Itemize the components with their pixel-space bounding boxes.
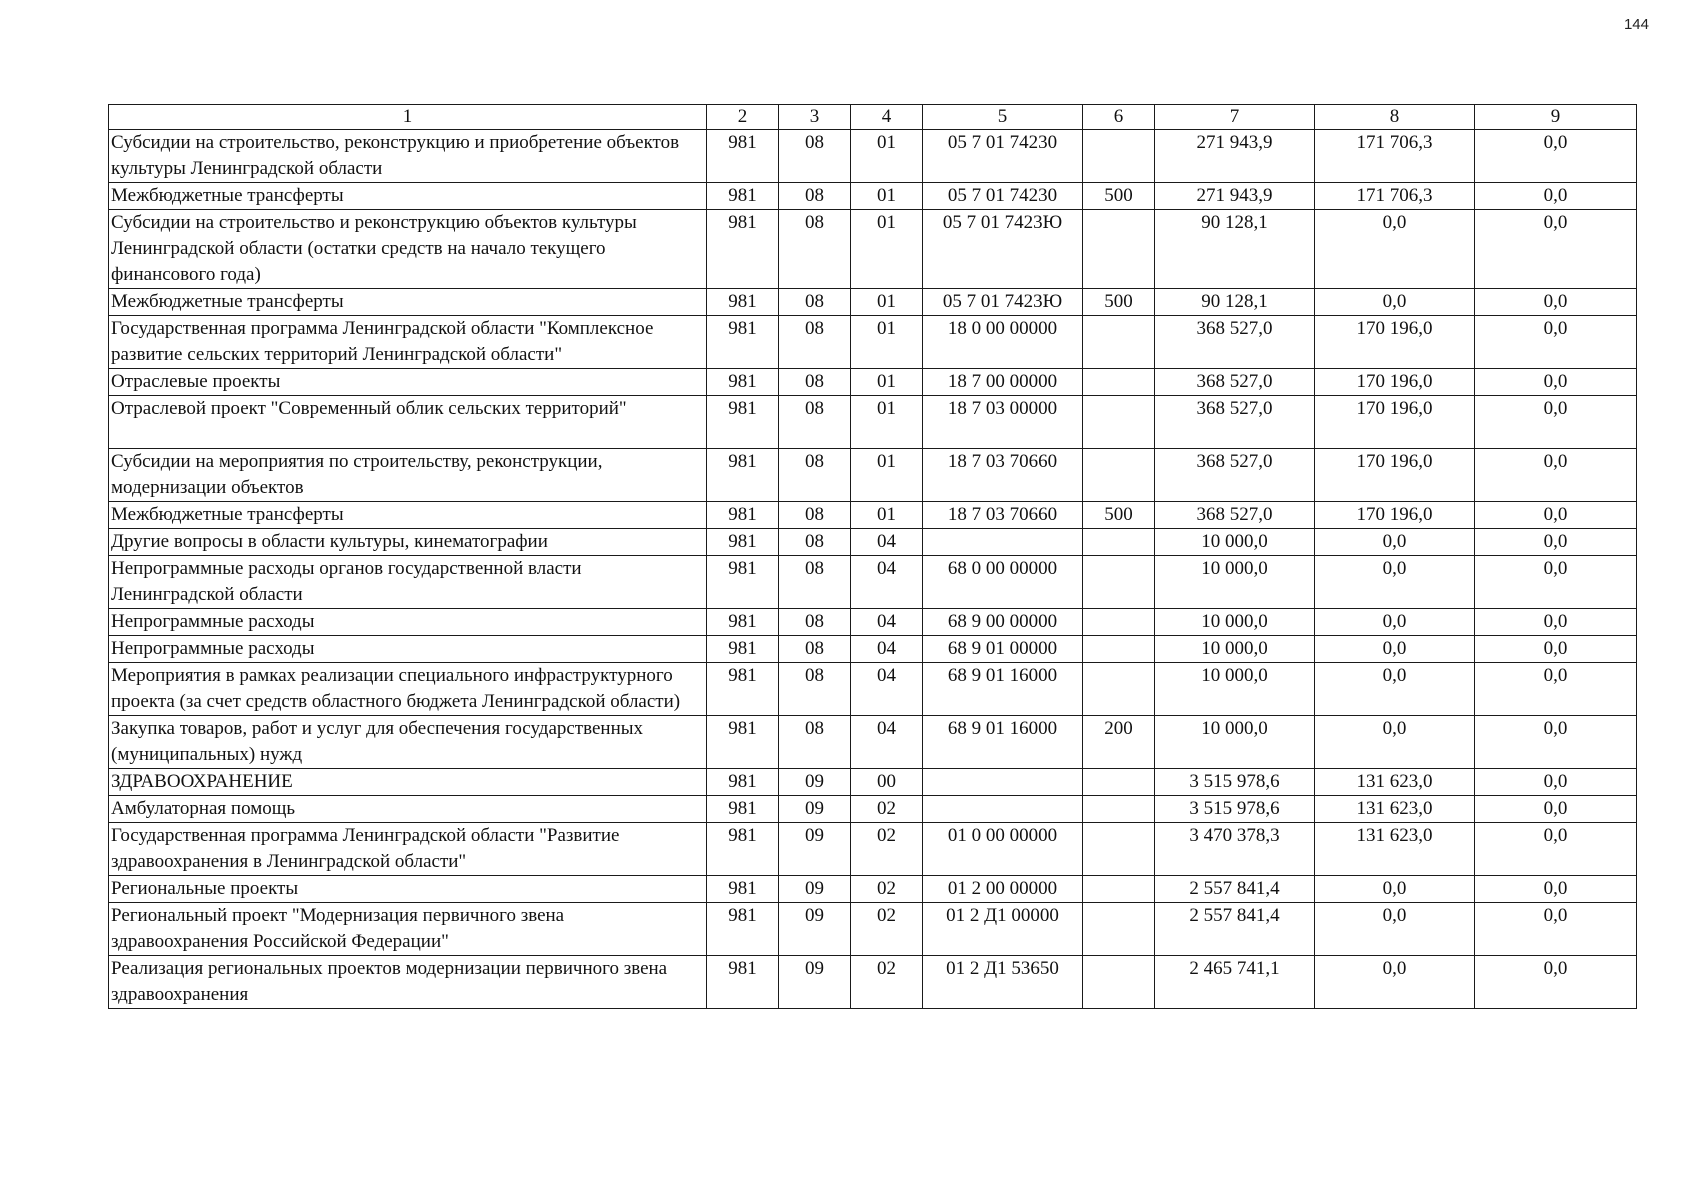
amount-col9-cell: 0,0	[1475, 716, 1637, 769]
section-code-cell: 08	[779, 663, 851, 716]
amount-col9-cell: 0,0	[1475, 609, 1637, 636]
amount-col9-cell: 0,0	[1475, 183, 1637, 210]
table-row	[109, 130, 1637, 183]
section-code-cell: 09	[779, 956, 851, 1009]
section-code-cell: 08	[779, 316, 851, 369]
amount-col7-cell: 90 128,1	[1155, 210, 1315, 289]
table-row	[109, 769, 1637, 796]
expense-type-cell	[1083, 369, 1155, 396]
target-article-cell: 18 7 03 70660	[923, 449, 1083, 502]
subsection-code-cell: 04	[851, 716, 923, 769]
header-col-1: 1	[109, 105, 707, 130]
header-col-7: 7	[1155, 105, 1315, 130]
section-code-cell: 09	[779, 796, 851, 823]
amount-col9-cell: 0,0	[1475, 876, 1637, 903]
table-row	[109, 556, 1637, 609]
ministry-code-cell: 981	[707, 502, 779, 529]
amount-col7-cell: 10 000,0	[1155, 556, 1315, 609]
subsection-code-cell: 01	[851, 449, 923, 502]
header-col-4: 4	[851, 105, 923, 130]
amount-col8-cell: 0,0	[1315, 289, 1475, 316]
amount-col8-cell: 171 706,3	[1315, 183, 1475, 210]
expense-type-cell	[1083, 316, 1155, 369]
amount-col8-cell: 171 706,3	[1315, 130, 1475, 183]
target-article-cell: 68 9 01 16000	[923, 716, 1083, 769]
section-code-cell: 09	[779, 903, 851, 956]
ministry-code-cell: 981	[707, 183, 779, 210]
expense-type-cell	[1083, 130, 1155, 183]
amount-col8-cell: 170 196,0	[1315, 396, 1475, 449]
amount-col8-cell: 0,0	[1315, 956, 1475, 1009]
ministry-code-cell: 981	[707, 956, 779, 1009]
ministry-code-cell: 981	[707, 876, 779, 903]
table-row	[109, 796, 1637, 823]
row-name-cell: Реализация региональных проектов модернизации первичного звена здравоохранения	[109, 956, 707, 1009]
target-article-cell: 05 7 01 74230	[923, 130, 1083, 183]
row-name-cell: Межбюджетные трансферты	[109, 183, 707, 210]
section-code-cell: 08	[779, 609, 851, 636]
section-code-cell: 08	[779, 396, 851, 449]
amount-col9-cell: 0,0	[1475, 316, 1637, 369]
expense-type-cell	[1083, 449, 1155, 502]
expense-type-cell	[1083, 210, 1155, 289]
table-row	[109, 316, 1637, 369]
target-article-cell: 01 0 00 00000	[923, 823, 1083, 876]
subsection-code-cell: 01	[851, 183, 923, 210]
amount-col8-cell: 170 196,0	[1315, 316, 1475, 369]
ministry-code-cell: 981	[707, 823, 779, 876]
row-name-cell: Межбюджетные трансферты	[109, 289, 707, 316]
target-article-cell: 18 7 03 70660	[923, 502, 1083, 529]
target-article-cell: 68 0 00 00000	[923, 556, 1083, 609]
table-row	[109, 449, 1637, 502]
subsection-code-cell: 04	[851, 529, 923, 556]
amount-col9-cell: 0,0	[1475, 796, 1637, 823]
expense-type-cell	[1083, 876, 1155, 903]
amount-col9-cell: 0,0	[1475, 210, 1637, 289]
ministry-code-cell: 981	[707, 663, 779, 716]
ministry-code-cell: 981	[707, 903, 779, 956]
amount-col9-cell: 0,0	[1475, 663, 1637, 716]
target-article-cell	[923, 796, 1083, 823]
amount-col7-cell: 2 465 741,1	[1155, 956, 1315, 1009]
ministry-code-cell: 981	[707, 769, 779, 796]
table-row	[109, 369, 1637, 396]
subsection-code-cell: 01	[851, 210, 923, 289]
table-row	[109, 823, 1637, 876]
target-article-cell: 68 9 01 16000	[923, 663, 1083, 716]
row-name-cell: Амбулаторная помощь	[109, 796, 707, 823]
amount-col8-cell: 131 623,0	[1315, 823, 1475, 876]
ministry-code-cell: 981	[707, 609, 779, 636]
expense-type-cell	[1083, 609, 1155, 636]
table-row	[109, 289, 1637, 316]
target-article-cell	[923, 529, 1083, 556]
table-row	[109, 210, 1637, 289]
section-code-cell: 08	[779, 210, 851, 289]
amount-col7-cell: 368 527,0	[1155, 449, 1315, 502]
subsection-code-cell: 01	[851, 396, 923, 449]
row-name-cell: Другие вопросы в области культуры, кинематографии	[109, 529, 707, 556]
amount-col7-cell: 10 000,0	[1155, 663, 1315, 716]
ministry-code-cell: 981	[707, 556, 779, 609]
subsection-code-cell: 01	[851, 289, 923, 316]
amount-col9-cell: 0,0	[1475, 903, 1637, 956]
target-article-cell	[923, 769, 1083, 796]
subsection-code-cell: 02	[851, 796, 923, 823]
amount-col7-cell: 3 515 978,6	[1155, 769, 1315, 796]
section-code-cell: 08	[779, 529, 851, 556]
amount-col8-cell: 0,0	[1315, 636, 1475, 663]
expense-type-cell: 200	[1083, 716, 1155, 769]
expense-type-cell: 500	[1083, 502, 1155, 529]
amount-col8-cell: 131 623,0	[1315, 769, 1475, 796]
amount-col7-cell: 368 527,0	[1155, 502, 1315, 529]
amount-col9-cell: 0,0	[1475, 636, 1637, 663]
amount-col8-cell: 0,0	[1315, 716, 1475, 769]
subsection-code-cell: 02	[851, 903, 923, 956]
subsection-code-cell: 04	[851, 556, 923, 609]
subsection-code-cell: 02	[851, 956, 923, 1009]
ministry-code-cell: 981	[707, 369, 779, 396]
amount-col8-cell: 0,0	[1315, 903, 1475, 956]
table-row	[109, 663, 1637, 716]
subsection-code-cell: 00	[851, 769, 923, 796]
section-code-cell: 08	[779, 289, 851, 316]
row-name-cell: Непрограммные расходы органов государственной власти Ленинградской области	[109, 556, 707, 609]
ministry-code-cell: 981	[707, 316, 779, 369]
expense-type-cell	[1083, 556, 1155, 609]
amount-col9-cell: 0,0	[1475, 529, 1637, 556]
amount-col7-cell: 2 557 841,4	[1155, 903, 1315, 956]
target-article-cell: 68 9 01 00000	[923, 636, 1083, 663]
expense-type-cell	[1083, 796, 1155, 823]
ministry-code-cell: 981	[707, 210, 779, 289]
target-article-cell: 01 2 Д1 53650	[923, 956, 1083, 1009]
section-code-cell: 08	[779, 449, 851, 502]
header-col-6: 6	[1083, 105, 1155, 130]
ministry-code-cell: 981	[707, 289, 779, 316]
row-name-cell: Мероприятия в рамках реализации специального инфраструктурного проекта (за счет средств областного бюджета Ленинградской области)	[109, 663, 707, 716]
row-name-cell: Субсидии на строительство, реконструкцию и приобретение объектов культуры Ленинградской области	[109, 130, 707, 183]
amount-col7-cell: 368 527,0	[1155, 396, 1315, 449]
expense-type-cell	[1083, 823, 1155, 876]
amount-col7-cell: 368 527,0	[1155, 369, 1315, 396]
row-name-cell: Государственная программа Ленинградской области "Развитие здравоохранения в Ленинградской области"	[109, 823, 707, 876]
header-col-8: 8	[1315, 105, 1475, 130]
ministry-code-cell: 981	[707, 529, 779, 556]
amount-col7-cell: 2 557 841,4	[1155, 876, 1315, 903]
amount-col8-cell: 131 623,0	[1315, 796, 1475, 823]
amount-col7-cell: 90 128,1	[1155, 289, 1315, 316]
section-code-cell: 09	[779, 769, 851, 796]
table-row	[109, 529, 1637, 556]
target-article-cell: 01 2 00 00000	[923, 876, 1083, 903]
target-article-cell: 05 7 01 7423Ю	[923, 210, 1083, 289]
header-col-3: 3	[779, 105, 851, 130]
section-code-cell: 08	[779, 636, 851, 663]
table-row	[109, 956, 1637, 1009]
subsection-code-cell: 04	[851, 636, 923, 663]
table-row	[109, 502, 1637, 529]
amount-col9-cell: 0,0	[1475, 130, 1637, 183]
table-row	[109, 636, 1637, 663]
section-code-cell: 08	[779, 502, 851, 529]
expense-type-cell: 500	[1083, 183, 1155, 210]
expense-type-cell	[1083, 769, 1155, 796]
row-name-cell: Непрограммные расходы	[109, 636, 707, 663]
table-row	[109, 903, 1637, 956]
section-code-cell: 09	[779, 823, 851, 876]
amount-col7-cell: 10 000,0	[1155, 609, 1315, 636]
subsection-code-cell: 04	[851, 609, 923, 636]
section-code-cell: 08	[779, 556, 851, 609]
expense-type-cell	[1083, 529, 1155, 556]
row-name-cell: Отраслевой проект "Современный облик сельских территорий"	[109, 396, 707, 449]
table-header-row	[109, 105, 1637, 130]
row-name-cell: Региональные проекты	[109, 876, 707, 903]
row-name-cell: Непрограммные расходы	[109, 609, 707, 636]
subsection-code-cell: 04	[851, 663, 923, 716]
table-row	[109, 396, 1637, 449]
table-row	[109, 183, 1637, 210]
row-name-cell: Межбюджетные трансферты	[109, 502, 707, 529]
row-name-cell: Отраслевые проекты	[109, 369, 707, 396]
amount-col8-cell: 0,0	[1315, 663, 1475, 716]
amount-col7-cell: 3 515 978,6	[1155, 796, 1315, 823]
amount-col9-cell: 0,0	[1475, 502, 1637, 529]
amount-col8-cell: 0,0	[1315, 556, 1475, 609]
amount-col7-cell: 368 527,0	[1155, 316, 1315, 369]
amount-col8-cell: 170 196,0	[1315, 449, 1475, 502]
amount-col9-cell: 0,0	[1475, 769, 1637, 796]
subsection-code-cell: 01	[851, 369, 923, 396]
ministry-code-cell: 981	[707, 396, 779, 449]
amount-col7-cell: 271 943,9	[1155, 130, 1315, 183]
subsection-code-cell: 01	[851, 130, 923, 183]
subsection-code-cell: 02	[851, 876, 923, 903]
subsection-code-cell: 01	[851, 502, 923, 529]
target-article-cell: 68 9 00 00000	[923, 609, 1083, 636]
table-row	[109, 609, 1637, 636]
section-code-cell: 08	[779, 716, 851, 769]
amount-col9-cell: 0,0	[1475, 449, 1637, 502]
budget-table	[108, 104, 1637, 1009]
amount-col9-cell: 0,0	[1475, 956, 1637, 1009]
section-code-cell: 08	[779, 369, 851, 396]
amount-col9-cell: 0,0	[1475, 369, 1637, 396]
amount-col8-cell: 170 196,0	[1315, 369, 1475, 396]
expense-type-cell	[1083, 663, 1155, 716]
section-code-cell: 08	[779, 130, 851, 183]
target-article-cell: 05 7 01 7423Ю	[923, 289, 1083, 316]
table-body	[109, 130, 1637, 1009]
target-article-cell: 18 7 00 00000	[923, 369, 1083, 396]
amount-col8-cell: 0,0	[1315, 529, 1475, 556]
amount-col7-cell: 10 000,0	[1155, 529, 1315, 556]
amount-col8-cell: 170 196,0	[1315, 502, 1475, 529]
target-article-cell: 05 7 01 74230	[923, 183, 1083, 210]
amount-col7-cell: 10 000,0	[1155, 636, 1315, 663]
amount-col9-cell: 0,0	[1475, 823, 1637, 876]
row-name-cell: Государственная программа Ленинградской области "Комплексное развитие сельских территорий Ленинградской области"	[109, 316, 707, 369]
expense-type-cell	[1083, 956, 1155, 1009]
header-col-9: 9	[1475, 105, 1637, 130]
amount-col9-cell: 0,0	[1475, 556, 1637, 609]
ministry-code-cell: 981	[707, 130, 779, 183]
section-code-cell: 08	[779, 183, 851, 210]
expense-type-cell	[1083, 636, 1155, 663]
target-article-cell: 18 0 00 00000	[923, 316, 1083, 369]
expense-type-cell: 500	[1083, 289, 1155, 316]
row-name-cell: Субсидии на строительство и реконструкцию объектов культуры Ленинградской области (остатки средств на начало текущего финансового года)	[109, 210, 707, 289]
expense-type-cell	[1083, 903, 1155, 956]
table-row	[109, 716, 1637, 769]
ministry-code-cell: 981	[707, 636, 779, 663]
amount-col7-cell: 10 000,0	[1155, 716, 1315, 769]
ministry-code-cell: 981	[707, 796, 779, 823]
row-name-cell: Субсидии на мероприятия по строительству, реконструкции, модернизации объектов	[109, 449, 707, 502]
target-article-cell: 01 2 Д1 00000	[923, 903, 1083, 956]
expense-type-cell	[1083, 396, 1155, 449]
amount-col7-cell: 3 470 378,3	[1155, 823, 1315, 876]
amount-col8-cell: 0,0	[1315, 609, 1475, 636]
page-number: 144	[1623, 16, 1649, 33]
header-col-5: 5	[923, 105, 1083, 130]
ministry-code-cell: 981	[707, 449, 779, 502]
section-code-cell: 09	[779, 876, 851, 903]
table-row	[109, 876, 1637, 903]
row-name-cell: ЗДРАВООХРАНЕНИЕ	[109, 769, 707, 796]
header-col-2: 2	[707, 105, 779, 130]
amount-col8-cell: 0,0	[1315, 876, 1475, 903]
subsection-code-cell: 01	[851, 316, 923, 369]
subsection-code-cell: 02	[851, 823, 923, 876]
target-article-cell: 18 7 03 00000	[923, 396, 1083, 449]
amount-col9-cell: 0,0	[1475, 396, 1637, 449]
ministry-code-cell: 981	[707, 716, 779, 769]
amount-col9-cell: 0,0	[1475, 289, 1637, 316]
amount-col7-cell: 271 943,9	[1155, 183, 1315, 210]
row-name-cell: Закупка товаров, работ и услуг для обеспечения государственных (муниципальных) нужд	[109, 716, 707, 769]
row-name-cell: Региональный проект "Модернизация первичного звена здравоохранения Российской Федерации"	[109, 903, 707, 956]
amount-col8-cell: 0,0	[1315, 210, 1475, 289]
